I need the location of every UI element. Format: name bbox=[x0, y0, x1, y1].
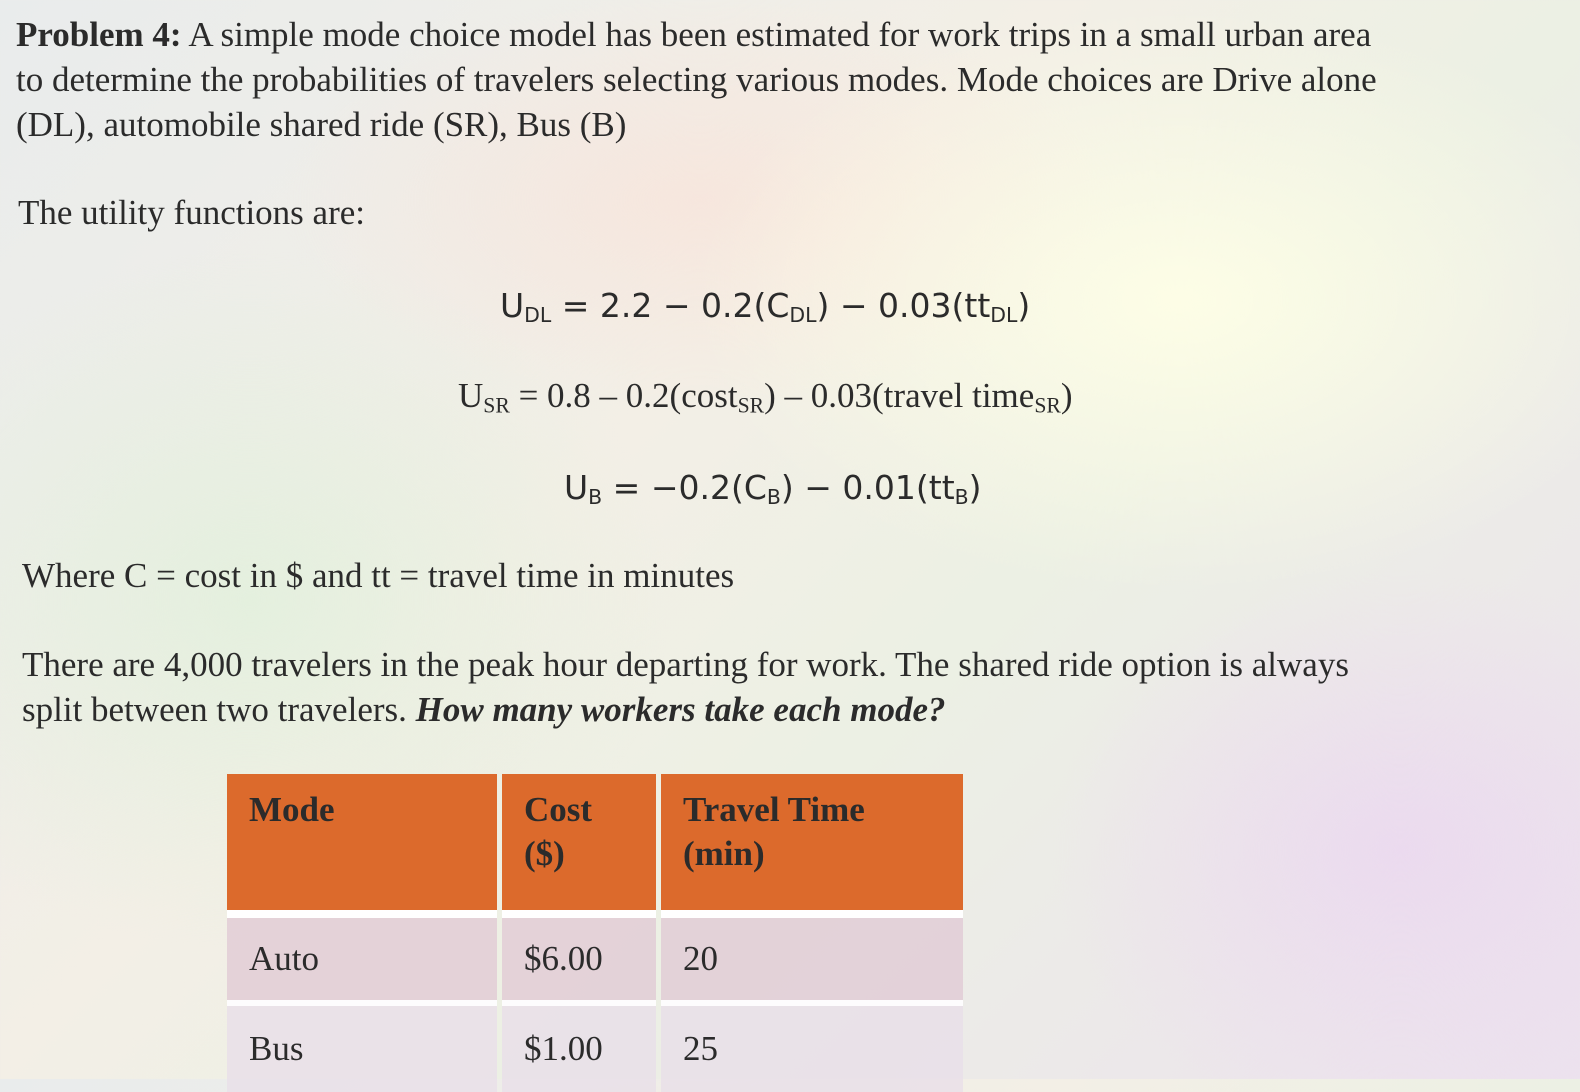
eq-b-u-sub: B bbox=[588, 485, 603, 510]
travelers-statement bbox=[22, 642, 1349, 732]
problem-label: Problem 4: bbox=[16, 15, 182, 54]
travelers-line-2: split between two travelers. bbox=[22, 690, 416, 729]
header-time-line-1: Travel Time bbox=[683, 790, 865, 829]
eq-dl-a-sub: DL bbox=[789, 303, 817, 328]
travelers-line-1: There are 4,000 travelers in the peak hour departing for work. The shared ride option is always bbox=[22, 645, 1349, 684]
cell-mode: Bus bbox=[227, 1000, 497, 1092]
eq-b-c: ) bbox=[968, 468, 982, 507]
problem-line-2: to determine the probabilities of travelers selecting various modes. Mode choices are Drive alone bbox=[16, 60, 1377, 99]
header-cost bbox=[502, 774, 656, 918]
eq-dl-u-sub: DL bbox=[524, 303, 552, 328]
header-mode: Mode bbox=[227, 774, 497, 918]
cell-cost: $6.00 bbox=[502, 918, 656, 1000]
eq-sr-b: ) – 0.03(travel time bbox=[764, 376, 1035, 415]
table-row bbox=[227, 918, 963, 1000]
eq-b-b-sub: B bbox=[954, 485, 969, 510]
eq-sr-c: ) bbox=[1060, 376, 1073, 415]
equation-drive-alone bbox=[500, 286, 1030, 327]
problem-line-1: A simple mode choice model has been estimated for work trips in a small urban area bbox=[181, 15, 1372, 54]
mode-table bbox=[222, 774, 968, 1092]
cell-cost: $1.00 bbox=[502, 1000, 656, 1092]
equation-shared-ride bbox=[458, 376, 1073, 418]
eq-sr-u-sub: SR bbox=[483, 393, 510, 418]
eq-dl-b: ) − 0.03(tt bbox=[816, 286, 991, 325]
problem-line-3: (DL), automobile shared ride (SR), Bus (B) bbox=[16, 105, 627, 144]
eq-sr-b-sub: SR bbox=[1034, 393, 1061, 418]
eq-b-b: ) − 0.01(tt bbox=[780, 468, 955, 507]
eq-b-a: = −0.2(C bbox=[602, 468, 767, 507]
header-time-line-2: (min) bbox=[683, 834, 765, 873]
utility-intro: The utility functions are: bbox=[18, 193, 365, 232]
header-travel-time bbox=[661, 774, 963, 918]
question: How many workers take each mode? bbox=[415, 690, 946, 729]
header-cost-line-1: Cost bbox=[524, 790, 593, 829]
eq-dl-a: = 2.2 − 0.2(C bbox=[551, 286, 790, 325]
header-cost-line-2: ($) bbox=[524, 834, 565, 873]
eq-dl-c: ) bbox=[1017, 286, 1031, 325]
variable-definitions: Where C = cost in $ and tt = travel time in minutes bbox=[22, 556, 735, 595]
eq-b-a-sub: B bbox=[766, 485, 781, 510]
eq-sr-a-sub: SR bbox=[737, 393, 765, 418]
eq-sr-a: = 0.8 – 0.2(cost bbox=[509, 376, 738, 415]
table-header-row bbox=[227, 774, 963, 918]
equation-bus bbox=[564, 468, 982, 509]
problem-statement bbox=[16, 12, 1377, 147]
cell-mode: Auto bbox=[227, 918, 497, 1000]
eq-sr-u: U bbox=[458, 376, 484, 415]
eq-dl-u: U bbox=[500, 286, 525, 325]
cell-time: 20 bbox=[661, 918, 963, 1000]
eq-dl-b-sub: DL bbox=[990, 303, 1018, 328]
table-row bbox=[227, 1000, 963, 1092]
cell-time: 25 bbox=[661, 1000, 963, 1092]
eq-b-u: U bbox=[564, 468, 589, 507]
